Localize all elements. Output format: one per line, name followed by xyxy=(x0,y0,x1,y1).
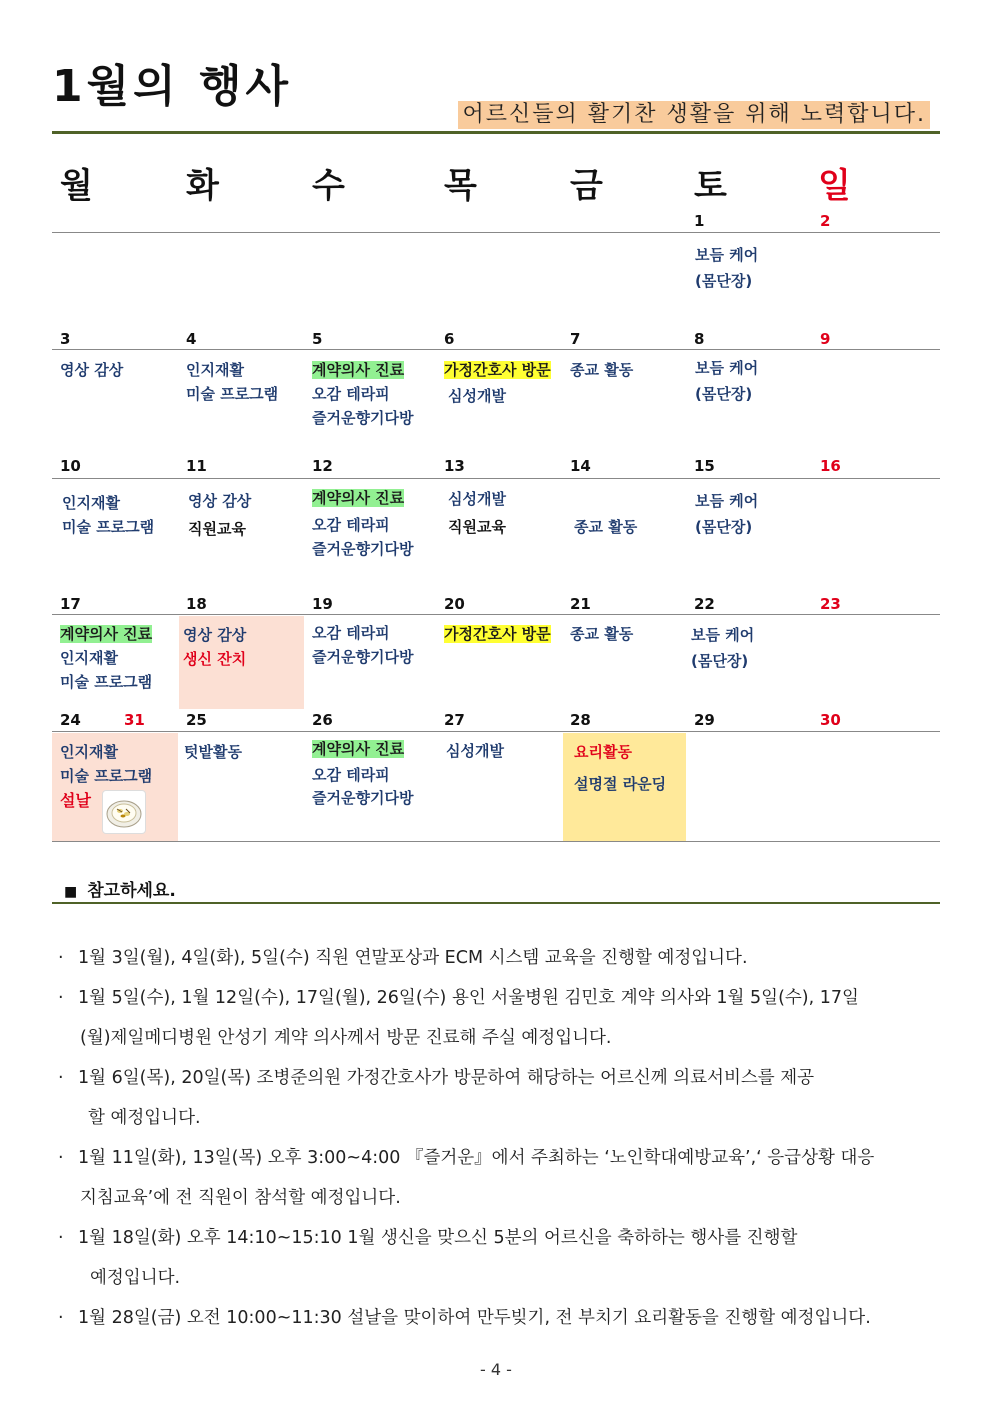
note-item-continued: 예정입니다. xyxy=(90,1268,181,1288)
header-divider xyxy=(52,131,940,134)
date-number: 15 xyxy=(694,457,715,475)
date-number: 22 xyxy=(694,595,715,613)
event-art: 미술 프로그램 xyxy=(60,767,153,785)
note-item: · 1월 11일(화), 13일(목) 오후 3:00~4:00 『즐거운』에서 주최하는 ‘노인학대예방교육’,‘ 응급상황 대응 xyxy=(58,1148,875,1168)
page-title: 1월의 행사 xyxy=(52,61,292,112)
date-number: 10 xyxy=(60,457,81,475)
date-number: 13 xyxy=(444,457,465,475)
event-mind: 심성개발 xyxy=(448,490,506,508)
event-religion: 종교 활동 xyxy=(570,361,634,379)
event-doctor: 계약의사 진료 xyxy=(312,361,405,379)
weekday-sat: 토 xyxy=(694,166,727,206)
weekday-tue: 화 xyxy=(186,166,219,206)
rice-cake-soup-image xyxy=(102,790,146,834)
event-grooming-sub: (몸단장) xyxy=(695,272,753,290)
date-number: 5 xyxy=(312,330,323,348)
event-doctor: 계약의사 진료 xyxy=(312,489,405,507)
event-tea: 즐거운향기다방 xyxy=(312,540,414,558)
event-grooming: 보듬 케어 xyxy=(691,626,755,644)
weekday-fri: 금 xyxy=(570,166,603,206)
date-number-sunday: 16 xyxy=(820,457,841,475)
event-grooming: 보듬 케어 xyxy=(695,492,759,510)
event-mind: 심성개발 xyxy=(448,387,506,405)
event-cognitive: 인지재활 xyxy=(60,743,118,761)
event-birthday-party: 생신 잔치 xyxy=(183,650,247,668)
note-item-continued: (월)제일메디병원 안성기 계약 의사께서 방문 진료해 주실 예정입니다. xyxy=(80,1028,612,1048)
event-religion: 종교 활동 xyxy=(570,625,634,643)
event-sensory: 오감 테라피 xyxy=(312,624,390,642)
date-number: 27 xyxy=(444,711,465,729)
date-number: 3 xyxy=(60,330,71,348)
note-item-continued: 지침교육’에 전 직원이 참석할 예정입니다. xyxy=(80,1188,401,1208)
event-sensory: 오감 테라피 xyxy=(312,766,390,784)
date-number: 20 xyxy=(444,595,465,613)
reference-divider xyxy=(52,902,940,904)
date-number-sunday: 23 xyxy=(820,595,841,613)
event-grooming-sub: (몸단장) xyxy=(695,385,753,403)
date-number: 26 xyxy=(312,711,333,729)
event-video: 영상 감상 xyxy=(60,361,124,379)
event-cognitive: 인지재활 xyxy=(62,494,120,512)
event-sensory: 오감 테라피 xyxy=(312,385,390,403)
page-number: - 4 - xyxy=(480,1360,512,1379)
weekday-mon: 월 xyxy=(60,166,93,206)
row-divider xyxy=(52,731,940,732)
event-doctor: 계약의사 진료 xyxy=(60,625,153,643)
date-number: 11 xyxy=(186,457,207,475)
event-holiday-rounding: 설명절 라운딩 xyxy=(574,775,667,793)
note-item: · 1월 28일(금) 오전 10:00~11:30 설날을 맞이하여 만두빚기, 전 부치기 요리활동을 진행할 예정입니다. xyxy=(58,1308,871,1328)
weekday-sun: 일 xyxy=(818,166,851,206)
event-staff-training: 직원교육 xyxy=(448,518,506,536)
date-number: 1 xyxy=(694,212,705,230)
note-item-continued: 할 예정입니다. xyxy=(88,1108,201,1128)
square-bullet-icon: ■ xyxy=(64,884,78,900)
date-number: 21 xyxy=(570,595,591,613)
date-number-sunday: 31 xyxy=(124,711,145,729)
date-number: 7 xyxy=(570,330,581,348)
event-cognitive: 인지재활 xyxy=(60,649,118,667)
event-grooming-sub: (몸단장) xyxy=(691,652,749,670)
event-tea: 즐거운향기다방 xyxy=(312,648,414,666)
event-grooming-sub: (몸단장) xyxy=(695,518,753,536)
event-nurse: 가정간호사 방문 xyxy=(444,361,551,379)
event-religion: 종교 활동 xyxy=(574,518,638,536)
weekday-thu: 목 xyxy=(444,166,477,206)
date-number-sunday: 2 xyxy=(820,212,831,230)
event-video: 영상 감상 xyxy=(183,626,247,644)
note-item: · 1월 3일(월), 4일(화), 5일(수) 직원 연말포상과 ECM 시스템 교육을 진행할 예정입니다. xyxy=(58,948,748,968)
date-number: 29 xyxy=(694,711,715,729)
date-number-sunday: 30 xyxy=(820,711,841,729)
event-seollal: 설날 xyxy=(60,791,91,810)
row-divider xyxy=(52,614,940,615)
event-sensory: 오감 테라피 xyxy=(312,516,390,534)
event-mind: 심성개발 xyxy=(446,742,504,760)
date-number: 17 xyxy=(60,595,81,613)
date-number: 6 xyxy=(444,330,455,348)
date-number: 19 xyxy=(312,595,333,613)
calendar-bottom-divider xyxy=(52,841,940,842)
date-number: 28 xyxy=(570,711,591,729)
event-tea: 즐거운향기다방 xyxy=(312,789,414,807)
event-art: 미술 프로그램 xyxy=(60,673,153,691)
event-art: 미술 프로그램 xyxy=(62,518,155,536)
row-divider xyxy=(52,232,940,233)
page-subtitle: 어르신들의 활기찬 생활을 위해 노력합니다. xyxy=(458,101,930,129)
date-number: 25 xyxy=(186,711,207,729)
event-grooming: 보듬 케어 xyxy=(695,359,759,377)
event-grooming: 보듬 케어 xyxy=(695,246,759,264)
row-divider xyxy=(52,478,940,479)
reference-heading-text: 참고하세요. xyxy=(87,881,176,901)
date-number-sunday: 9 xyxy=(820,330,831,348)
event-cooking: 요리활동 xyxy=(574,743,632,761)
row-divider xyxy=(52,349,940,350)
date-number: 12 xyxy=(312,457,333,475)
event-garden: 텃밭활동 xyxy=(184,743,242,761)
date-number: 4 xyxy=(186,330,197,348)
date-number: 14 xyxy=(570,457,591,475)
date-number: 18 xyxy=(186,595,207,613)
event-staff-training: 직원교육 xyxy=(188,520,246,538)
event-tea: 즐거운향기다방 xyxy=(312,409,414,427)
date-number: 24 xyxy=(60,711,81,729)
note-item: · 1월 18일(화) 오후 14:10~15:10 1월 생신을 맞으신 5분의 어르신을 축하하는 행사를 진행할 xyxy=(58,1228,798,1248)
note-item: · 1월 6일(목), 20일(목) 조병준의원 가정간호사가 방문하여 해당하는 어르신께 의료서비스를 제공 xyxy=(58,1068,815,1088)
date-number: 8 xyxy=(694,330,705,348)
reference-heading xyxy=(64,876,176,901)
weekday-wed: 수 xyxy=(312,166,345,206)
note-item: · 1월 5일(수), 1월 12일(수), 17일(월), 26일(수) 용인 서울병원 김민호 계약 의사와 1월 5일(수), 17일 xyxy=(58,988,859,1008)
event-nurse: 가정간호사 방문 xyxy=(444,625,551,643)
event-cognitive: 인지재활 xyxy=(186,361,244,379)
event-doctor: 계약의사 진료 xyxy=(312,740,405,758)
reference-notes xyxy=(58,938,928,1338)
event-art: 미술 프로그램 xyxy=(186,385,279,403)
event-video: 영상 감상 xyxy=(188,492,252,510)
